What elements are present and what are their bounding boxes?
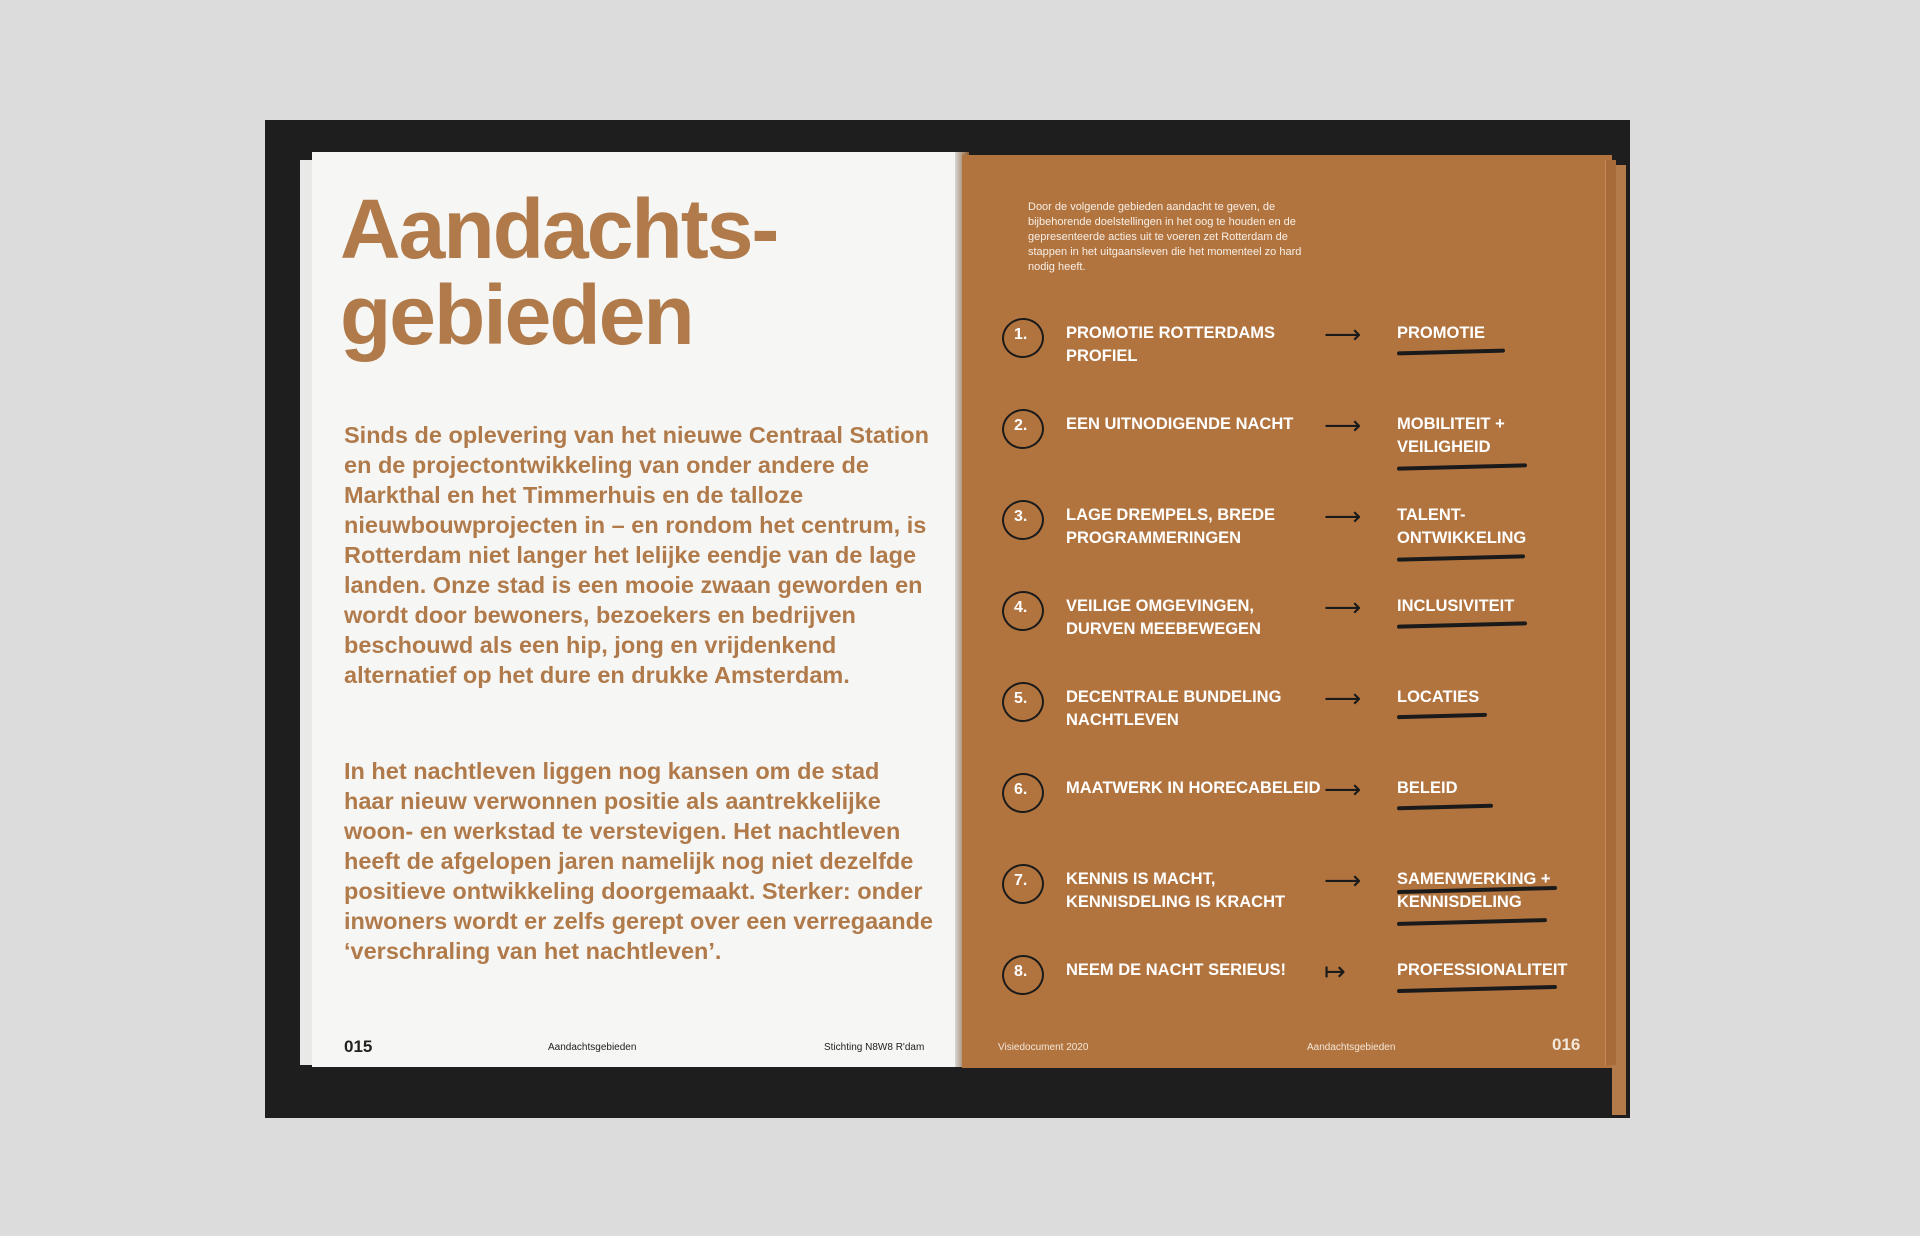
- list-item: [962, 864, 1612, 954]
- item-number: 2.: [1014, 417, 1028, 434]
- item-label: KENNIS IS MACHT, KENNISDELING IS KRACHT: [1066, 870, 1286, 911]
- page-stack-right: [1605, 160, 1616, 1065]
- list-item: [962, 409, 1612, 499]
- footer-document: Visiedocument 2020: [998, 1042, 1089, 1053]
- footer-section-right: Aandachtsgebieden: [1307, 1042, 1396, 1053]
- arrow-right-icon: ⟶: [1324, 502, 1362, 532]
- title-line-1: Aandachts-: [340, 182, 778, 276]
- underline-scribble-icon: [1397, 918, 1547, 926]
- item-target: LOCATIES: [1397, 688, 1480, 706]
- page-number-right: 016: [1552, 1035, 1581, 1054]
- arrow-right-icon: ⟶: [1324, 866, 1362, 896]
- item-label: EEN UITNODIGENDE NACHT: [1066, 415, 1294, 433]
- left-page: [312, 152, 964, 1067]
- item-target: PROFESSIONALITEIT: [1397, 961, 1568, 979]
- arrow-right-icon: ⟶: [1324, 411, 1362, 441]
- page-number-left: 015: [344, 1037, 373, 1056]
- underline-scribble-icon: [1397, 804, 1493, 811]
- item-label: VEILIGE OMGEVINGEN, DURVEN MEEBEWEGEN: [1066, 597, 1261, 638]
- arrow-right-icon: ⟶: [1324, 593, 1362, 623]
- item-label: LAGE DREMPELS, BREDE PROGRAMMERINGEN: [1066, 506, 1276, 547]
- underline-scribble-icon: [1397, 985, 1557, 993]
- list-item: [962, 682, 1612, 772]
- underline-scribble-icon: [1397, 463, 1527, 470]
- item-number: 8.: [1014, 963, 1028, 980]
- intro-paragraph: Sinds de oplevering van het nieuwe Centraal Station en de projectontwikkeling van onder andere de Markthal en het Timmerhuis en de talloze nieuwbouwprojecten in – en rondom het centrum, is Rotterdam niet langer het lelijke eendje van de lage landen. Onze stad is een mooie zwaan geworden en wordt door bewoners, bezoekers en bedrijven beschouwd als een hip, jong en vrijdenkend alternatief op het dure en drukke Amsterdam.: [344, 422, 930, 688]
- item-number: 4.: [1014, 599, 1028, 616]
- underline-scribble-icon: [1397, 621, 1527, 628]
- list-item: [962, 773, 1612, 863]
- lead-text: Door de volgende gebieden aandacht te geven, de bijbehorende doelstellingen in het oog te houden en de gepresenteerde acties uit te voeren zet Rotterdam de stappen in het uitgaansleven die het momenteel zo hard nodig heeft.: [1028, 201, 1302, 273]
- underline-scribble-icon: [1397, 713, 1487, 719]
- footer-section-left: Aandachtsgebieden: [548, 1042, 637, 1053]
- footer-publisher: Stichting N8W8 R'dam: [824, 1042, 925, 1053]
- item-number: 7.: [1014, 872, 1028, 889]
- item-target: MOBILITEIT + VEILIGHEID: [1397, 415, 1505, 456]
- item-target: BELEID: [1397, 779, 1458, 797]
- arrow-right-icon: ↦: [1324, 957, 1346, 987]
- item-number: 1.: [1014, 326, 1028, 343]
- arrow-right-icon: ⟶: [1324, 684, 1362, 714]
- underline-scribble-icon: [1397, 349, 1505, 356]
- item-label: PROMOTIE ROTTERDAMS PROFIEL: [1066, 324, 1275, 365]
- underline-scribble-icon: [1397, 554, 1525, 561]
- item-number: 6.: [1014, 781, 1028, 798]
- item-label: MAATWERK IN HORECABELEID: [1066, 779, 1321, 797]
- item-label: NEEM DE NACHT SERIEUS!: [1066, 961, 1287, 979]
- list-item: [962, 591, 1612, 681]
- item-number: 3.: [1014, 508, 1028, 525]
- list-item: [962, 318, 1612, 408]
- item-target: INCLUSIVITEIT: [1397, 597, 1515, 615]
- item-target: PROMOTIE: [1397, 324, 1486, 342]
- right-page: [962, 155, 1612, 1068]
- item-label: DECENTRALE BUNDELING NACHTLEVEN: [1066, 688, 1282, 729]
- title-line-2: gebieden: [340, 268, 693, 362]
- arrow-right-icon: ⟶: [1324, 775, 1362, 805]
- page-title: [340, 182, 778, 362]
- item-target: TALENT-ONTWIKKELING: [1397, 506, 1527, 547]
- list-item: [962, 500, 1612, 590]
- list-item: [962, 955, 1612, 1045]
- item-number: 5.: [1014, 690, 1028, 707]
- page-stack-left: [300, 160, 312, 1065]
- second-paragraph: In het nachtleven liggen nog kansen om de stad haar nieuw verwonnen positie als aantrekkelijke woon- en werkstad te verstevigen. Het nachtleven heeft de afgelopen jaren namelijk nog niet dezelfde positieve ontwikkeling doorgemaakt. Sterker: onder inwoners wordt er zelfs gerept over een verregaande ‘verschraling van het nachtleven’.: [344, 758, 934, 964]
- item-target: SAMENWERKING + KENNISDELING: [1397, 870, 1551, 911]
- arrow-right-icon: ⟶: [1324, 320, 1362, 350]
